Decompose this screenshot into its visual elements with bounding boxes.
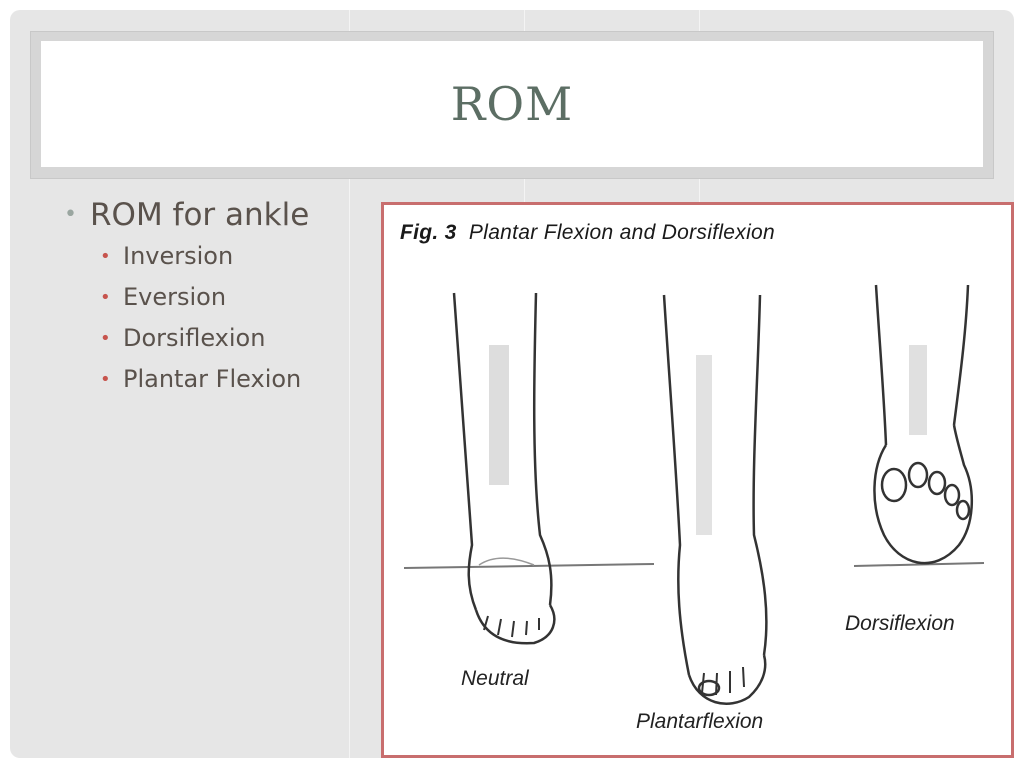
bullet-main: • ROM for ankle bbox=[64, 194, 364, 236]
title-box bbox=[41, 41, 983, 167]
bullet-sub: • Plantar Flexion bbox=[64, 359, 364, 400]
dorsiflexion-shading bbox=[909, 345, 927, 435]
neutral-shading bbox=[489, 345, 509, 485]
bullet-sub: • Inversion bbox=[64, 236, 364, 277]
figure-number: Fig. 3 bbox=[400, 221, 457, 244]
title-frame bbox=[30, 31, 994, 179]
slide-title: ROM bbox=[450, 77, 574, 131]
bullet-sub: • Dorsiflexion bbox=[64, 318, 364, 359]
figure-caption-text: Plantar Flexion and Dorsiflexion bbox=[468, 221, 776, 244]
plantarflexion-shading bbox=[696, 355, 712, 535]
bullet-list bbox=[64, 194, 364, 400]
label-plantarflexion: Plantarflexion bbox=[636, 710, 764, 733]
figure-caption bbox=[400, 221, 775, 245]
plantarflexion-foot-drawing bbox=[664, 295, 766, 704]
figure-image bbox=[381, 202, 1014, 758]
label-dorsiflexion: Dorsiflexion bbox=[845, 612, 955, 635]
bullet-sub: • Eversion bbox=[64, 277, 364, 318]
label-neutral: Neutral bbox=[461, 667, 529, 690]
